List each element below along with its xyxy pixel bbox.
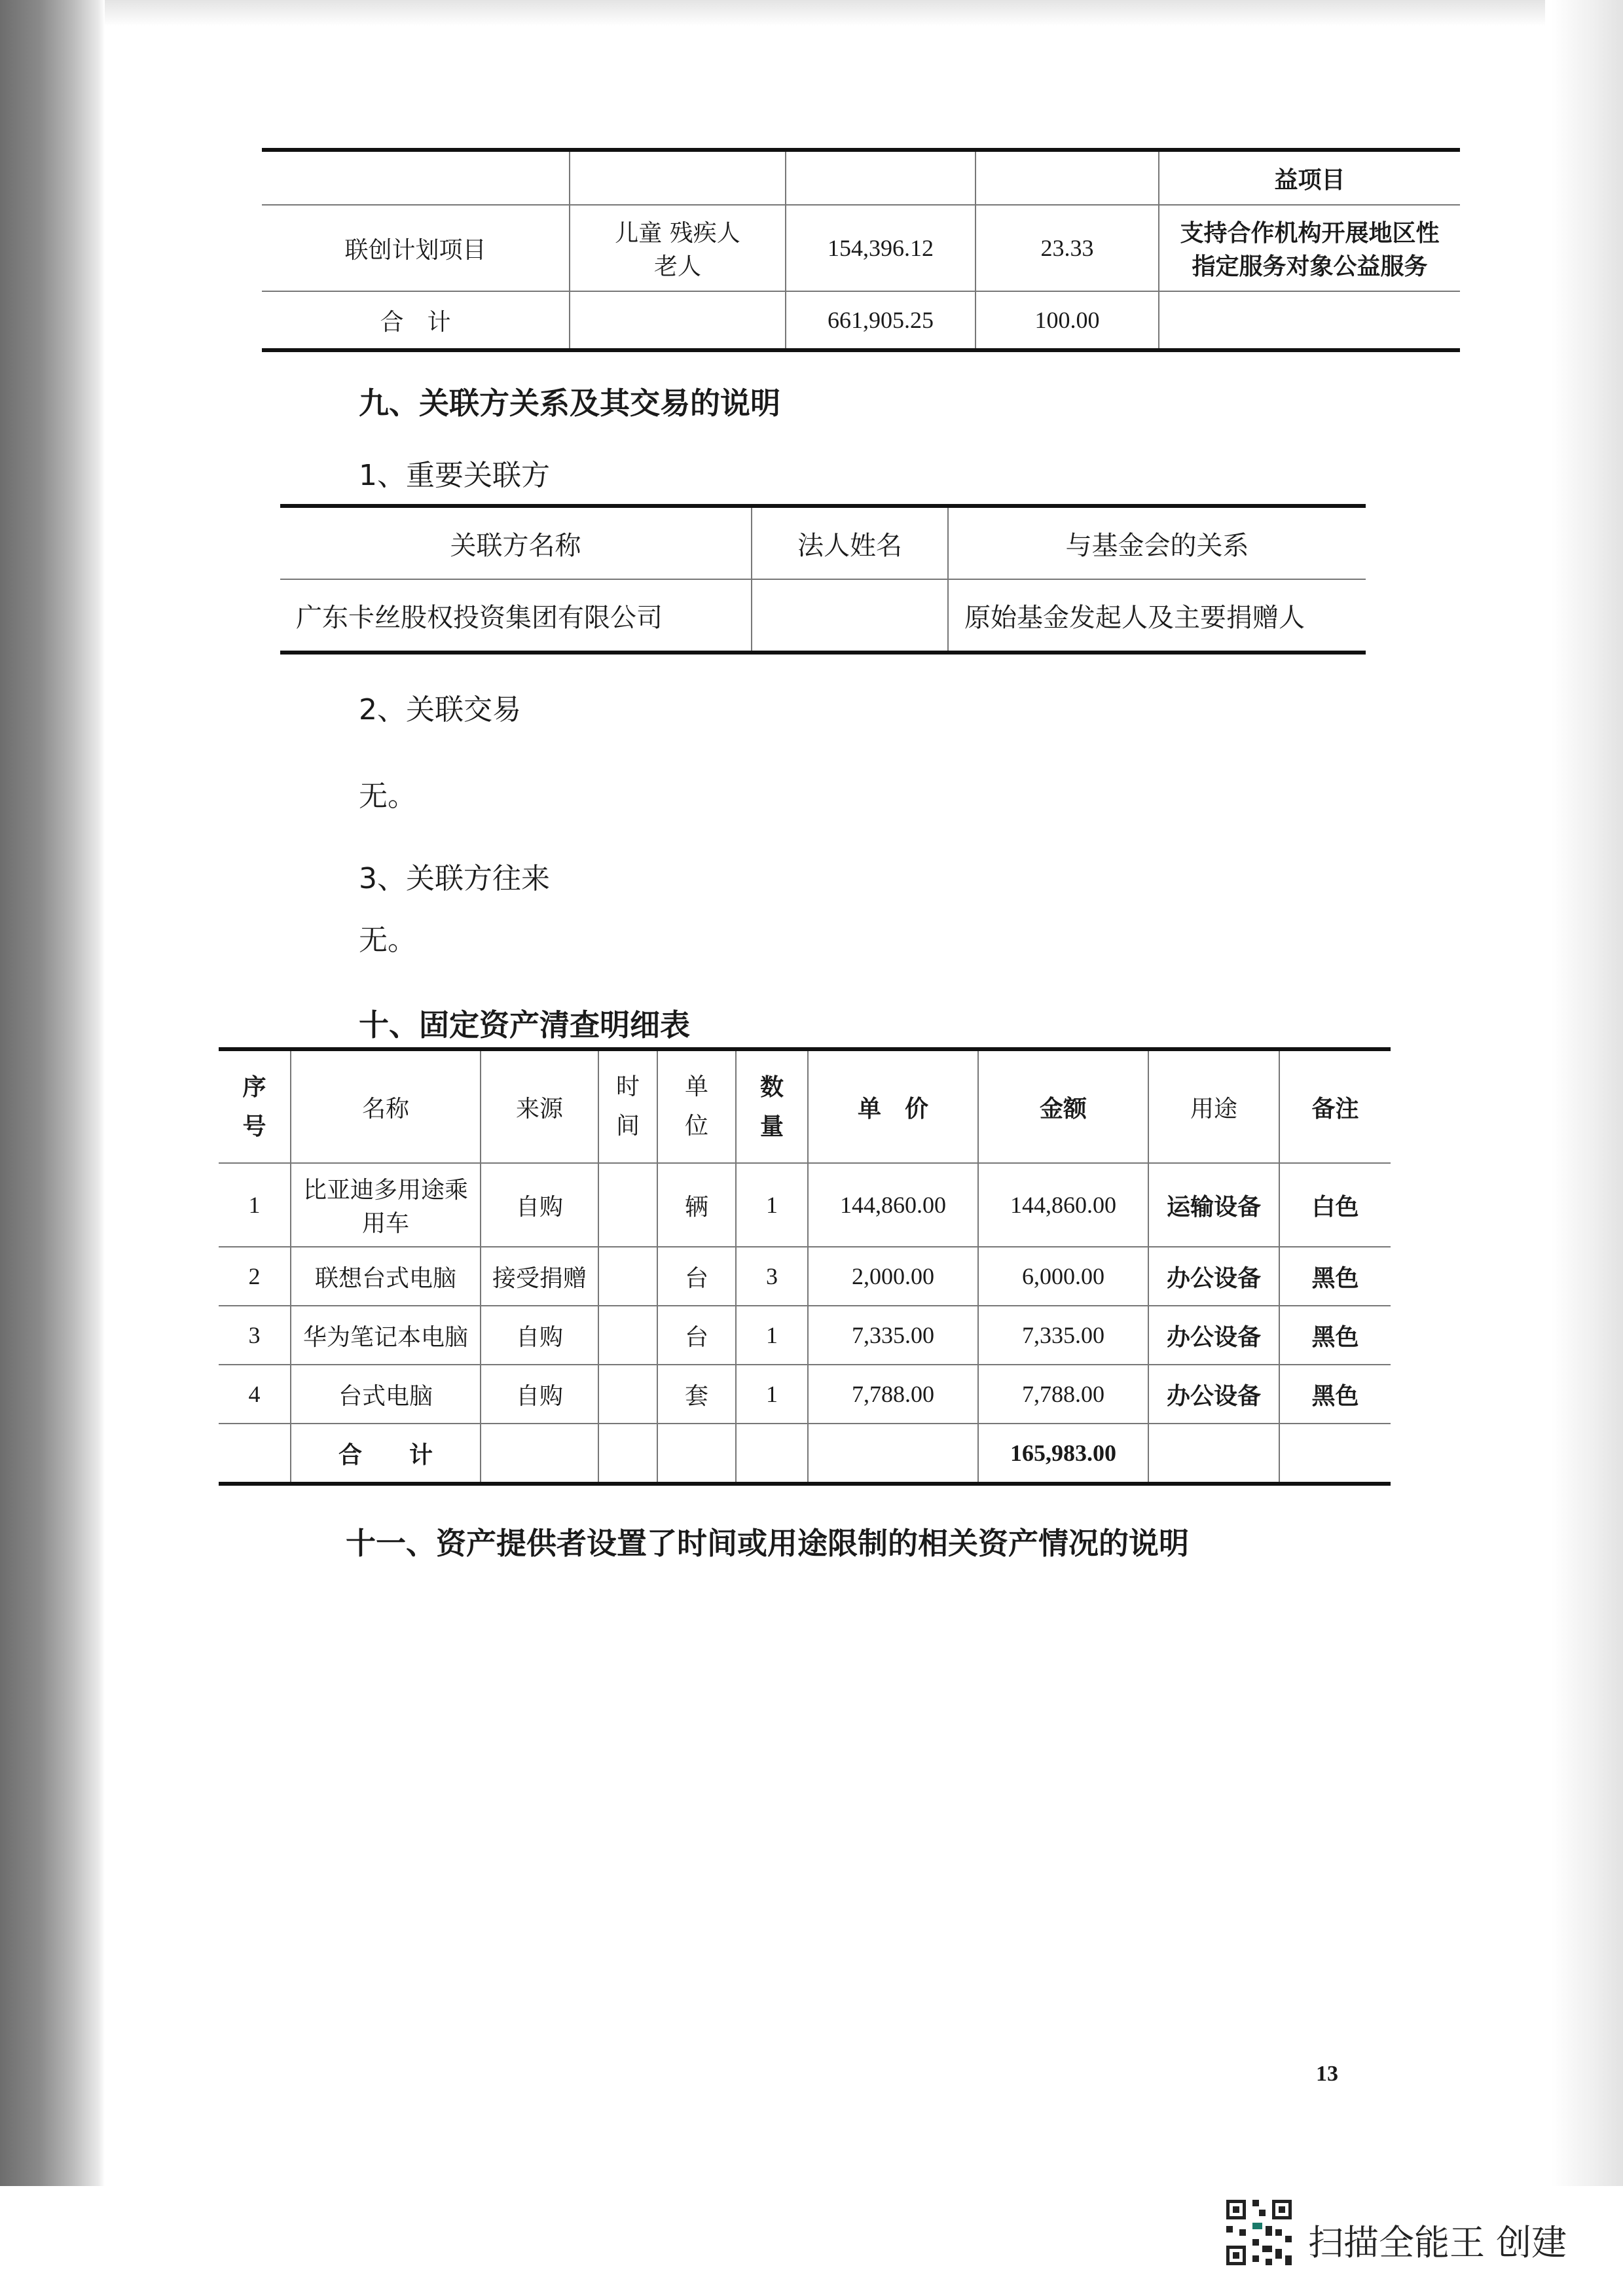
- total-percent: 100.00: [976, 291, 1159, 350]
- asset-time: [598, 1247, 657, 1306]
- col-header-note: 备注: [1279, 1049, 1391, 1163]
- table-row: [219, 1247, 1391, 1306]
- asset-seq: 3: [219, 1306, 291, 1365]
- col-header-name: 名称: [291, 1049, 481, 1163]
- asset-amount: 6,000.00: [978, 1247, 1148, 1306]
- total-label: 合 计: [262, 291, 570, 350]
- asset-name: 华为笔记本电脑: [291, 1306, 481, 1365]
- asset-amount: 7,788.00: [978, 1365, 1148, 1424]
- table-row: [219, 1306, 1391, 1365]
- legal-person: [752, 579, 948, 653]
- project-expenditure-table: [262, 148, 1460, 352]
- asset-unit: 台: [657, 1247, 736, 1306]
- scanner-label: 扫描全能王 创建: [1308, 2222, 1567, 2263]
- related-party-name: 广东卡丝股权投资集团有限公司: [280, 579, 752, 653]
- table-row: [262, 205, 1460, 291]
- col-header-usage: 用途: [1148, 1049, 1279, 1163]
- asset-amount: 7,335.00: [978, 1306, 1148, 1365]
- asset-note: 白色: [1279, 1163, 1391, 1247]
- col-header-name: 关联方名称: [280, 506, 752, 579]
- asset-price: 144,860.00: [808, 1163, 978, 1247]
- section11-title: 十一、资产提供者设置了时间或用途限制的相关资产情况的说明: [346, 1526, 1189, 1561]
- asset-source: 自购: [481, 1163, 598, 1247]
- asset-note: 黑色: [1279, 1247, 1391, 1306]
- asset-price: 2,000.00: [808, 1247, 978, 1306]
- table-total-row: [262, 291, 1460, 350]
- beneficiaries: 儿童 残疾人 老人: [570, 205, 786, 291]
- col-header-relation: 与基金会的关系: [948, 506, 1366, 579]
- percent: 23.33: [976, 205, 1159, 291]
- asset-price: 7,335.00: [808, 1306, 978, 1365]
- asset-seq: 1: [219, 1163, 291, 1247]
- page-number: 13: [1316, 2062, 1338, 2086]
- table-row: [280, 579, 1366, 653]
- asset-usage: 办公设备: [1148, 1306, 1279, 1365]
- page-edge-shadow-top: [105, 0, 1545, 26]
- section9-sub2: 2、关联交易: [359, 693, 521, 726]
- scanner-watermark: [1223, 2197, 1590, 2275]
- asset-price: 7,788.00: [808, 1365, 978, 1424]
- asset-name: 台式电脑: [291, 1365, 481, 1424]
- total-amount: 661,905.25: [786, 291, 976, 350]
- relation: 原始基金发起人及主要捐赠人: [948, 579, 1366, 653]
- asset-note: 黑色: [1279, 1306, 1391, 1365]
- amount: 154,396.12: [786, 205, 976, 291]
- col-header-source: 来源: [481, 1049, 598, 1163]
- asset-source: 接受捐赠: [481, 1247, 598, 1306]
- qr-code-icon: [1223, 2197, 1295, 2269]
- section9-sub3: 3、关联方往来: [359, 862, 550, 895]
- asset-usage: 办公设备: [1148, 1247, 1279, 1306]
- asset-source: 自购: [481, 1365, 598, 1424]
- fixed-asset-table: [219, 1047, 1391, 1486]
- asset-qty: 3: [736, 1247, 808, 1306]
- table-row: [219, 1163, 1391, 1247]
- section9-title: 九、关联方关系及其交易的说明: [359, 386, 780, 421]
- col-header-qty: 数 量: [736, 1049, 808, 1163]
- header-fragment: 益项目: [1159, 150, 1460, 205]
- asset-time: [598, 1365, 657, 1424]
- asset-seq: 4: [219, 1365, 291, 1424]
- table-header-row: [262, 150, 1460, 205]
- col-header-amount: 金额: [978, 1049, 1148, 1163]
- asset-time: [598, 1306, 657, 1365]
- asset-time: [598, 1163, 657, 1247]
- total-amount: 165,983.00: [978, 1424, 1148, 1484]
- asset-name: 联想台式电脑: [291, 1247, 481, 1306]
- section10-title: 十、固定资产清查明细表: [359, 1007, 690, 1043]
- asset-name: 比亚迪多用途乘 用车: [291, 1163, 481, 1247]
- col-header-unit: 单 位: [657, 1049, 736, 1163]
- total-label: 合 计: [291, 1424, 481, 1484]
- related-party-table: [280, 504, 1366, 655]
- table-total-row: [219, 1424, 1391, 1484]
- section9-sub1: 1、重要关联方: [359, 459, 550, 492]
- section9-sub2-text: 无。: [359, 780, 416, 813]
- page-edge-shadow-right: [1551, 0, 1623, 2186]
- asset-amount: 144,860.00: [978, 1163, 1148, 1247]
- asset-unit: 台: [657, 1306, 736, 1365]
- description: 支持合作机构开展地区性 指定服务对象公益服务: [1159, 205, 1460, 291]
- asset-unit: 套: [657, 1365, 736, 1424]
- asset-usage: 运输设备: [1148, 1163, 1279, 1247]
- asset-usage: 办公设备: [1148, 1365, 1279, 1424]
- asset-unit: 辆: [657, 1163, 736, 1247]
- table-header-row: [280, 506, 1366, 579]
- asset-qty: 1: [736, 1163, 808, 1247]
- col-header-price: 单 价: [808, 1049, 978, 1163]
- asset-qty: 1: [736, 1365, 808, 1424]
- asset-seq: 2: [219, 1247, 291, 1306]
- asset-qty: 1: [736, 1306, 808, 1365]
- project-name: 联创计划项目: [262, 205, 570, 291]
- table-header-row: [219, 1049, 1391, 1163]
- col-header-seq: 序 号: [219, 1049, 291, 1163]
- table-row: [219, 1365, 1391, 1424]
- col-header-legal-person: 法人姓名: [752, 506, 948, 579]
- asset-source: 自购: [481, 1306, 598, 1365]
- page-edge-shadow-left: [0, 0, 105, 2186]
- asset-note: 黑色: [1279, 1365, 1391, 1424]
- col-header-time: 时 间: [598, 1049, 657, 1163]
- section9-sub3-text: 无。: [359, 924, 416, 957]
